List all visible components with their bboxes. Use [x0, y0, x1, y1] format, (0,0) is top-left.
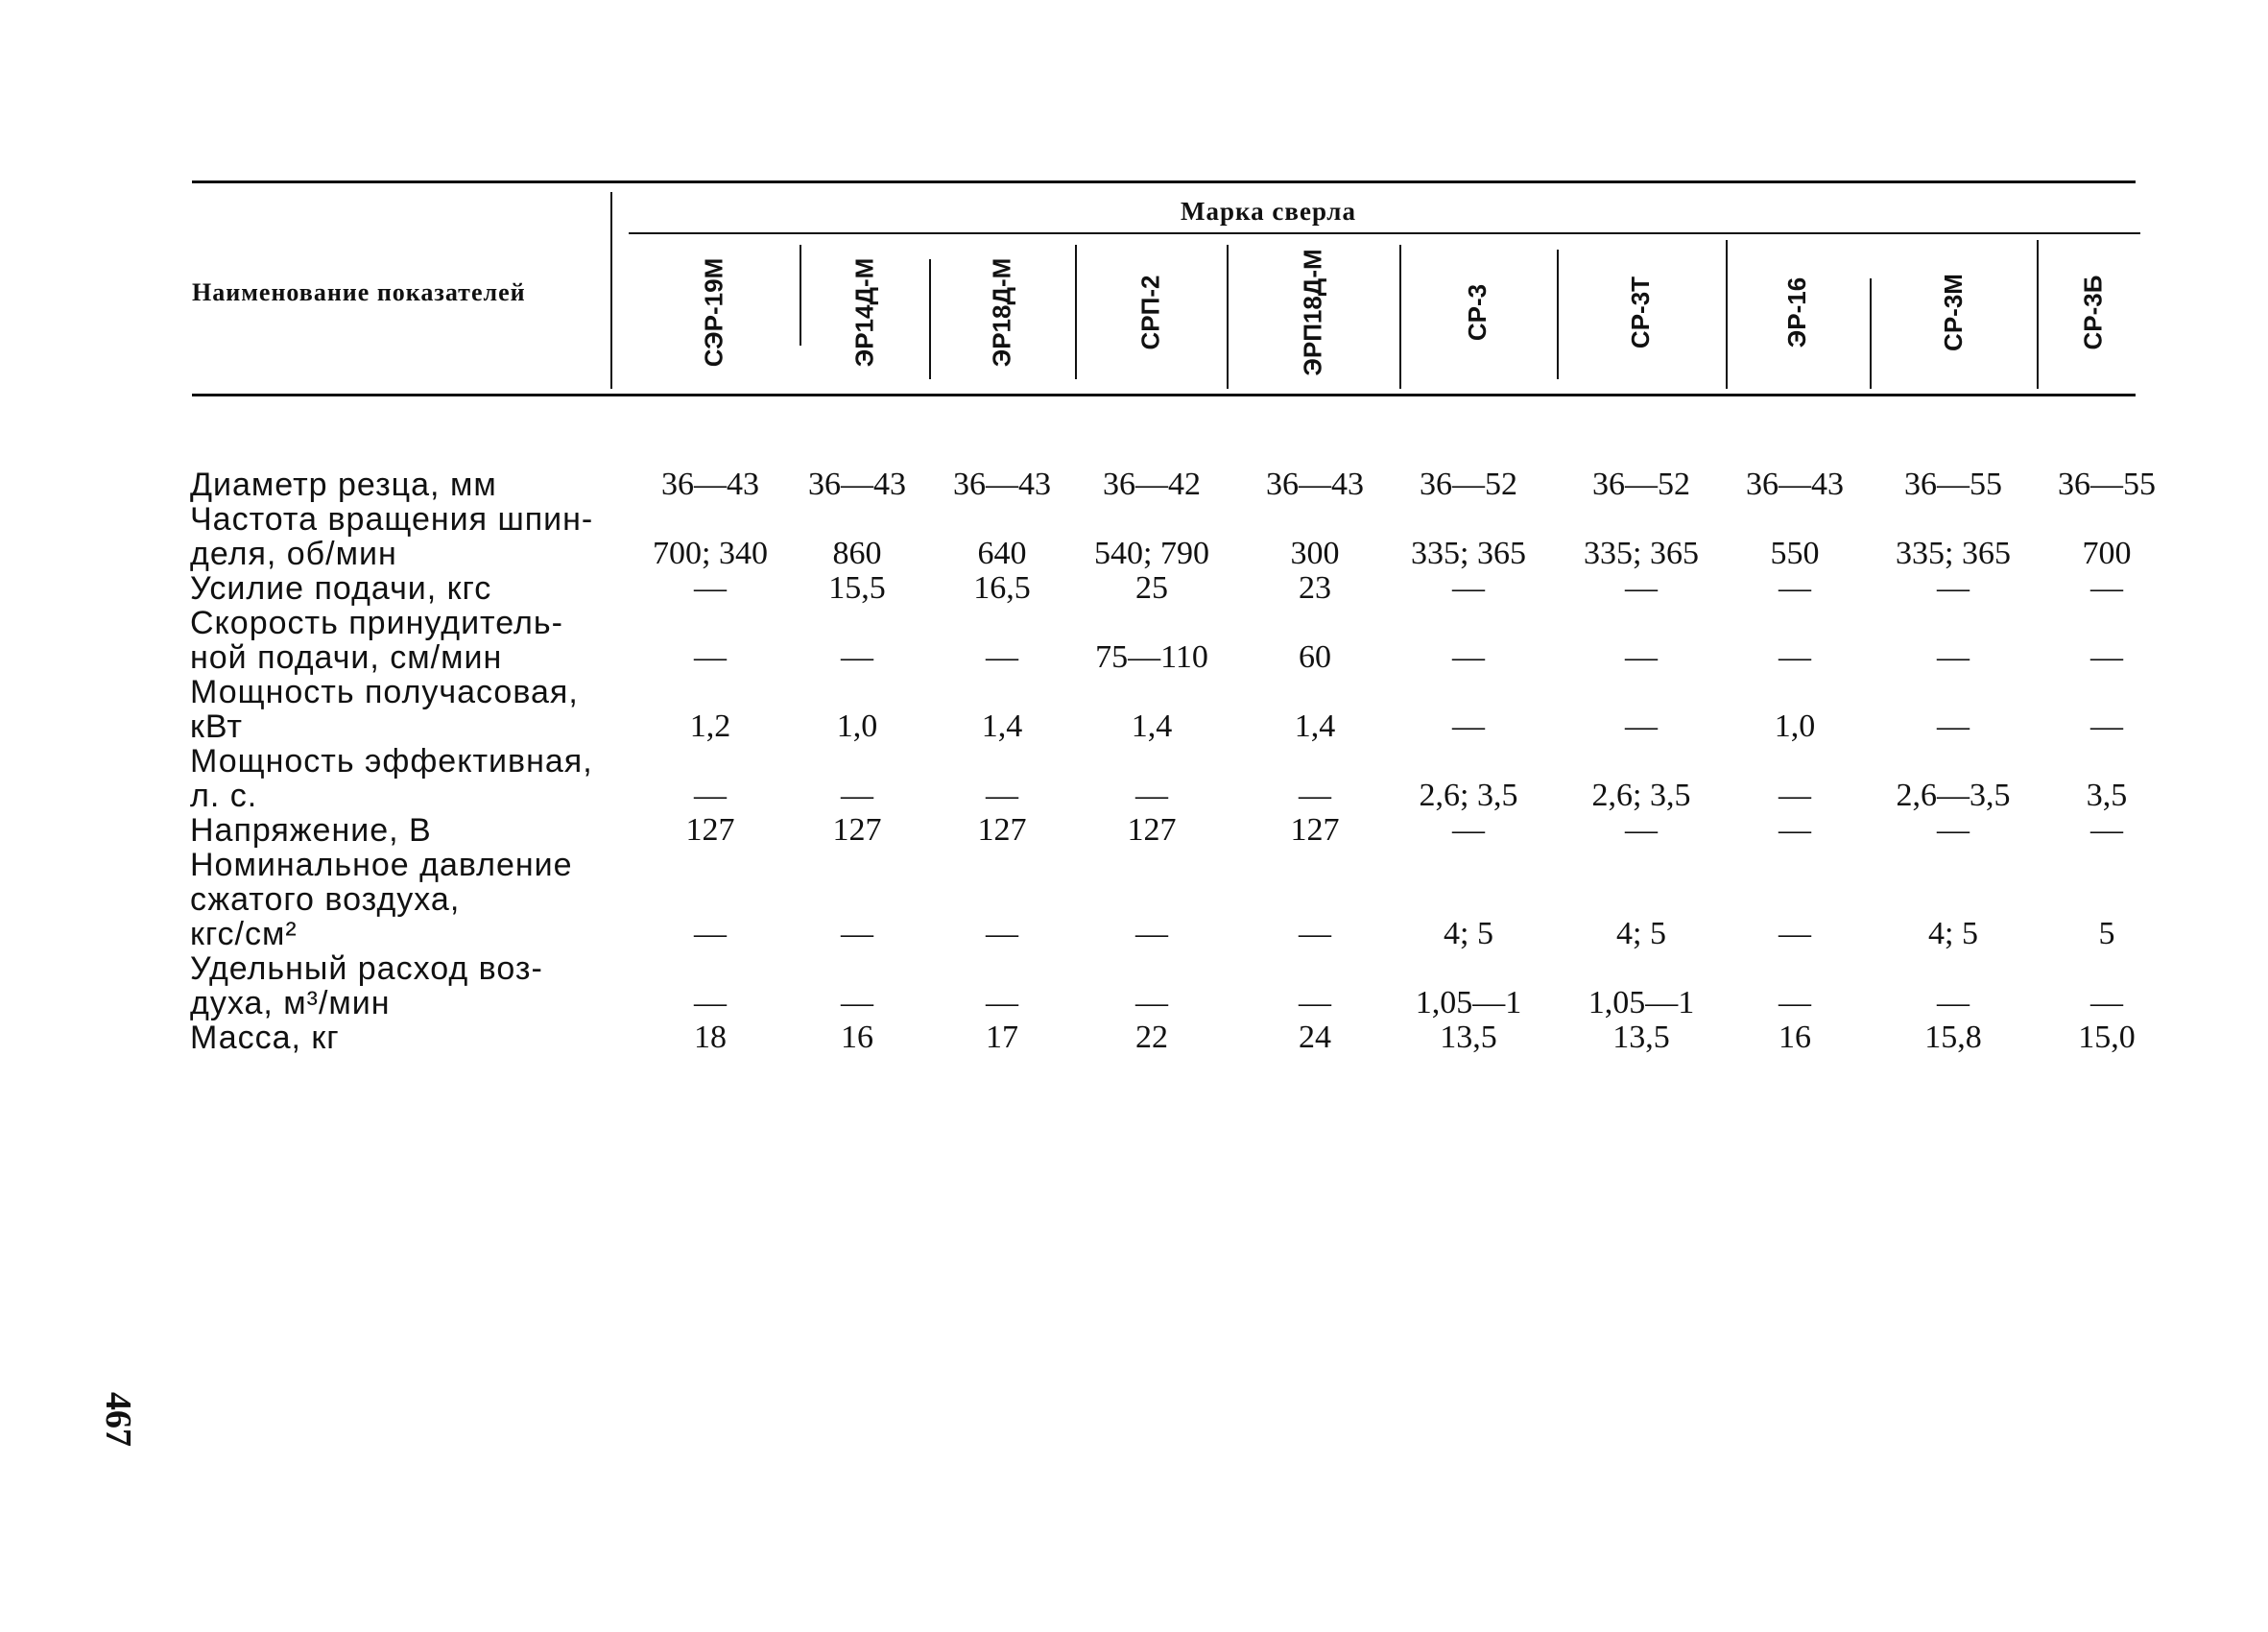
- column-header-label: ЭР14Д-М: [848, 257, 878, 367]
- page-number: 467: [98, 1392, 138, 1447]
- row-label: кгс/см²: [190, 916, 298, 952]
- table-cell: —: [2090, 570, 2123, 606]
- table-cell: 16: [841, 1020, 873, 1055]
- column-header: [1075, 245, 1227, 379]
- table-cell: 2,6; 3,5: [1419, 778, 1518, 813]
- row-label: Мощность эффективная,: [190, 743, 593, 780]
- table-cell: —: [1937, 812, 1970, 848]
- column-header-label: СЭР-19М: [699, 257, 728, 367]
- table-cell: —: [1779, 778, 1811, 813]
- column-header: [2037, 245, 2150, 379]
- table-cell: 700: [2082, 536, 2132, 571]
- table-cell: 36—43: [1266, 467, 1364, 502]
- table-cell: 25: [1135, 570, 1168, 606]
- table-cell: —: [1299, 985, 1331, 1020]
- table-cell: 36—55: [1904, 467, 2002, 502]
- table-cell: 16: [1779, 1020, 1811, 1055]
- table-cell: —: [1299, 778, 1331, 813]
- table-cell: —: [1135, 916, 1168, 951]
- table-cell: —: [694, 985, 727, 1020]
- table-cell: 335; 365: [1584, 536, 1699, 571]
- row-label: Скорость принудитель-: [190, 605, 563, 641]
- table-cell: —: [841, 778, 873, 813]
- table-cell: 300: [1290, 536, 1340, 571]
- header-left-label: Наименование показателей: [192, 278, 526, 306]
- table-cell: 23: [1299, 570, 1331, 606]
- table-cell: 13,5: [1612, 1020, 1670, 1055]
- row-label: Мощность получасовая,: [190, 674, 579, 710]
- table-cell: 13,5: [1440, 1020, 1497, 1055]
- table-cell: 335; 365: [1411, 536, 1526, 571]
- row-label: Усилие подачи, кгс: [190, 570, 492, 607]
- table-cell: 1,05—1: [1415, 985, 1522, 1020]
- row-label: Масса, кг: [190, 1020, 340, 1056]
- table-cell: 1,4: [981, 708, 1023, 744]
- table-cell: —: [1779, 985, 1811, 1020]
- table-cell: —: [1937, 570, 1970, 606]
- table-cell: 36—52: [1592, 467, 1690, 502]
- column-header: [800, 245, 929, 379]
- table-cell: 1,2: [689, 708, 731, 744]
- table-cell: 127: [685, 812, 735, 848]
- table-cell: 15,0: [2078, 1020, 2136, 1055]
- table-cell: —: [1135, 985, 1168, 1020]
- table-cell: —: [1135, 778, 1168, 813]
- table-cell: 16,5: [973, 570, 1031, 606]
- table-cell: —: [2090, 812, 2123, 848]
- table-cell: 127: [832, 812, 882, 848]
- table-cell: 36—43: [953, 467, 1051, 502]
- table-cell: —: [694, 916, 727, 951]
- table-cell: —: [694, 570, 727, 606]
- column-header-label: СР-3Б: [2078, 275, 2108, 349]
- table-cell: —: [2090, 708, 2123, 744]
- column-header-label: ЭР-16: [1782, 276, 1812, 348]
- row-label: Диаметр резца, мм: [190, 467, 497, 503]
- table-cell: 2,6; 3,5: [1591, 778, 1691, 813]
- table-cell: —: [1937, 985, 1970, 1020]
- table-cell: 4; 5: [1928, 916, 1978, 951]
- table-cell: —: [1625, 639, 1658, 675]
- table-cell: 1,4: [1131, 708, 1173, 744]
- group-underline: [629, 232, 2140, 234]
- table-cell: —: [841, 639, 873, 675]
- table-cell: 1,4: [1294, 708, 1336, 744]
- table-cell: —: [1937, 708, 1970, 744]
- table-cell: 3,5: [2086, 778, 2128, 813]
- row-label: духа, м³/мин: [190, 985, 391, 1021]
- table-cell: 18: [694, 1020, 727, 1055]
- table-cell: —: [1779, 916, 1811, 951]
- table-cell: —: [1452, 708, 1485, 744]
- table-cell: —: [1452, 812, 1485, 848]
- header-divider-main: [610, 192, 612, 389]
- table-cell: —: [1452, 570, 1485, 606]
- table-cell: 5: [2098, 916, 2115, 951]
- table-cell: 2,6—3,5: [1896, 778, 2011, 813]
- table-cell: 15,5: [828, 570, 886, 606]
- table-cell: 15,8: [1924, 1020, 1982, 1055]
- row-label: Удельный расход воз-: [190, 950, 543, 987]
- row-label: л. с.: [190, 778, 258, 814]
- table-cell: 1,0: [1774, 708, 1816, 744]
- table-cell: 22: [1135, 1020, 1168, 1055]
- table-cell: 640: [977, 536, 1027, 571]
- table-cell: —: [1299, 916, 1331, 951]
- table-cell: —: [1625, 708, 1658, 744]
- column-header: [1726, 245, 1870, 379]
- table-cell: —: [841, 985, 873, 1020]
- table-cell: 1,05—1: [1588, 985, 1695, 1020]
- table-cell: 36—43: [1746, 467, 1844, 502]
- row-label: ной подачи, см/мин: [190, 639, 503, 676]
- table-cell: 36—43: [808, 467, 906, 502]
- table-cell: 4; 5: [1444, 916, 1493, 951]
- column-header-label: ЭР18Д-М: [987, 257, 1016, 367]
- table-cell: 60: [1299, 639, 1331, 675]
- table-cell: 36—52: [1420, 467, 1517, 502]
- column-header-label: СР-3М: [1938, 273, 1968, 351]
- table-cell: 36—43: [661, 467, 759, 502]
- row-label: кВт: [190, 708, 243, 745]
- row-label: Частота вращения шпин-: [190, 501, 594, 538]
- row-label: Напряжение, В: [190, 812, 432, 849]
- table-cell: —: [1779, 812, 1811, 848]
- table-cell: 17: [986, 1020, 1018, 1055]
- table-cell: —: [694, 778, 727, 813]
- table-cell: —: [1625, 812, 1658, 848]
- group-header: Марка сверла: [1181, 197, 1356, 226]
- table-cell: 127: [1127, 812, 1177, 848]
- table-cell: —: [694, 639, 727, 675]
- table-cell: —: [1937, 639, 1970, 675]
- table-cell: 540; 790: [1094, 536, 1209, 571]
- column-header: [1227, 245, 1399, 379]
- column-header: [1557, 245, 1726, 379]
- table-cell: 127: [977, 812, 1027, 848]
- column-header-label: ЭРП18Д-М: [1298, 248, 1327, 376]
- table-cell: 36—42: [1103, 467, 1201, 502]
- row-label: сжатого воздуха,: [190, 881, 461, 918]
- table-cell: 1,0: [836, 708, 878, 744]
- header-bottom-rule: [192, 394, 2136, 396]
- table-cell: —: [2090, 985, 2123, 1020]
- table-cell: —: [1625, 570, 1658, 606]
- table-cell: —: [986, 639, 1018, 675]
- table-cell: —: [841, 916, 873, 951]
- table-cell: —: [2090, 639, 2123, 675]
- table-cell: 127: [1290, 812, 1340, 848]
- column-header-label: СР-3: [1463, 283, 1492, 341]
- column-header: [1399, 245, 1557, 379]
- table-cell: 36—55: [2058, 467, 2156, 502]
- table-cell: 4; 5: [1616, 916, 1666, 951]
- table-cell: —: [1452, 639, 1485, 675]
- table-cell: —: [1779, 570, 1811, 606]
- table-cell: —: [986, 916, 1018, 951]
- table-cell: 700; 340: [653, 536, 768, 571]
- table-cell: —: [986, 778, 1018, 813]
- row-label: Номинальное давление: [190, 847, 573, 883]
- table-cell: —: [1779, 639, 1811, 675]
- table-cell: 24: [1299, 1020, 1331, 1055]
- column-header-label: СР-3Т: [1626, 276, 1656, 348]
- table-cell: 860: [832, 536, 882, 571]
- column-header: [929, 245, 1075, 379]
- table-cell: —: [986, 985, 1018, 1020]
- column-header: [1870, 245, 2037, 379]
- column-header: [629, 245, 800, 379]
- table-cell: 75—110: [1095, 639, 1208, 675]
- top-rule: [192, 180, 2136, 183]
- row-label: деля, об/мин: [190, 536, 397, 572]
- table-cell: 550: [1770, 536, 1820, 571]
- column-header-label: СРП-2: [1135, 275, 1165, 349]
- table-cell: 335; 365: [1896, 536, 2011, 571]
